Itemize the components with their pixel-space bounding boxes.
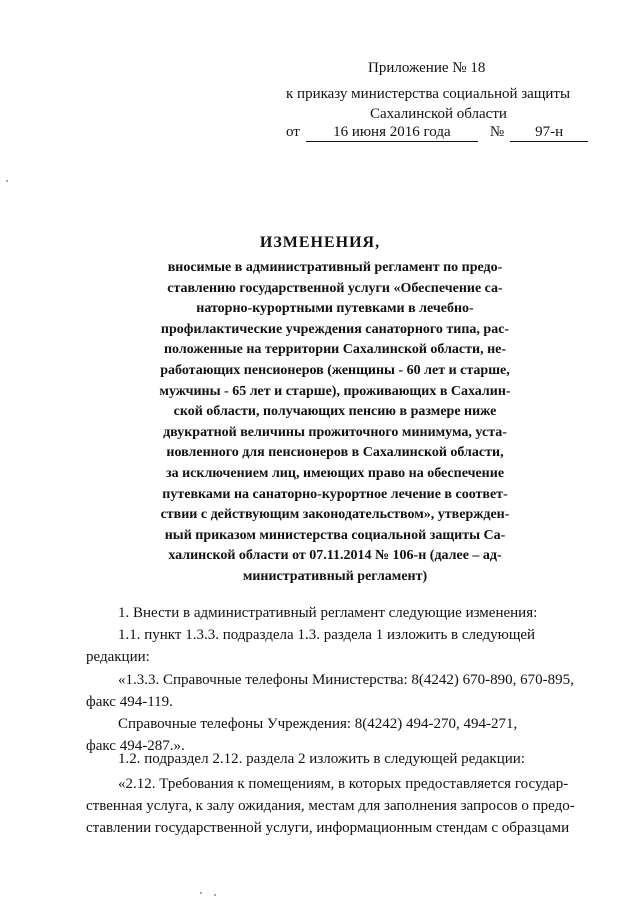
subtitle-line: наторно-курортными путевками в лечебно- xyxy=(196,301,474,317)
subtitle-line: ствии с действующим законодательством», утвержден- xyxy=(160,507,510,523)
word: 1 xyxy=(375,627,384,643)
paragraph-line: ставлении государственной услуги, информационным стендам с образцами xyxy=(86,820,570,836)
paragraph-line: «2.12. Требования к помещениям, в которых предоставляется государ- xyxy=(118,776,569,792)
paragraph-1-2 xyxy=(86,748,602,770)
subtitle-line: министративный регламент) xyxy=(242,568,428,584)
from-label: от xyxy=(286,124,300,140)
paragraph-line: редакции: xyxy=(86,649,150,665)
word: 1.3.3. xyxy=(185,627,219,643)
subtitle-line: ставлению государственной услуги «Обеспечение са- xyxy=(167,280,503,296)
paragraph-line: факс 494-119. xyxy=(86,694,173,710)
subtitle-line: положенные на территории Сахалинской области, не- xyxy=(163,342,507,358)
scan-speck xyxy=(214,894,216,896)
paragraph-line: 1.2. подраздел 2.12. раздела 2 изложить в следующей редакции: xyxy=(118,751,525,767)
scan-speck xyxy=(200,892,202,894)
subtitle-line: вносимые в административный регламент по предо- xyxy=(167,260,503,275)
subtitle-line: работающих пенсионеров (женщины - 60 лет и старше, xyxy=(160,362,510,378)
paragraph-line: ственная услуга, к залу ожидания, местам для заполнения запросов о предо- xyxy=(86,798,575,814)
document-subtitle xyxy=(110,258,560,588)
word: следующей xyxy=(461,627,536,643)
word: пункт xyxy=(144,627,182,643)
order-reference-line1: к приказу министерства социальной защиты xyxy=(286,86,571,102)
subtitle-line: мужчины - 65 лет и старше), проживающих в Сахалин- xyxy=(159,383,511,399)
scan-speck xyxy=(6,180,8,182)
word: раздела xyxy=(323,627,372,643)
word: 1.3. xyxy=(297,627,320,643)
paragraph-line: факс 494-287.». xyxy=(86,738,185,754)
word: подраздела xyxy=(222,627,294,643)
number-label: № xyxy=(489,124,505,140)
subtitle-line: профилактические учреждения санаторного типа, рас- xyxy=(160,321,510,337)
word: 1.1. xyxy=(118,627,141,643)
word: в xyxy=(451,627,459,643)
word: изложить xyxy=(386,627,448,643)
paragraph-line-justified xyxy=(86,624,602,646)
paragraph-line: «1.3.3. Справочные телефоны Министерства: 8(4242) 670-890, 670-895, xyxy=(118,672,574,688)
appendix-number: Приложение № 18 xyxy=(368,60,486,76)
subtitle-line: новленного для пенсионеров в Сахалинской области, xyxy=(166,445,504,461)
subtitle-line: ный приказом министерства социальной защиты Са- xyxy=(164,527,506,543)
order-date-number xyxy=(286,124,588,142)
paragraph-2-12 xyxy=(86,773,602,839)
order-reference-line2: Сахалинской области xyxy=(370,106,507,122)
paragraph-1 xyxy=(86,602,602,624)
order-date: 16 июня 2016 года xyxy=(306,124,478,142)
paragraph-1-1 xyxy=(86,624,602,668)
order-number: 97-н xyxy=(510,124,588,142)
subtitle-line: халинской области от 07.11.2014 № 106-н (далее – ад- xyxy=(168,548,502,564)
subtitle-line: путевками на санаторно-курортное лечение в соответ- xyxy=(162,486,508,502)
subtitle-line: ской области, получающих пенсию в размере ниже xyxy=(173,404,497,420)
subtitle-line: за исключением лиц, имеющих право на обеспечение xyxy=(165,465,505,481)
paragraph-line: Справочные телефоны Учреждения: 8(4242) 494-270, 494-271, xyxy=(118,716,518,732)
paragraph-line: 1. Внести в административный регламент следующие изменения: xyxy=(118,605,538,621)
subtitle-line: двукратной величины прожиточного минимума, уста- xyxy=(163,424,507,440)
document-title: ИЗМЕНЕНИЯ, xyxy=(259,234,381,251)
paragraph-ministry-phones xyxy=(86,669,602,713)
